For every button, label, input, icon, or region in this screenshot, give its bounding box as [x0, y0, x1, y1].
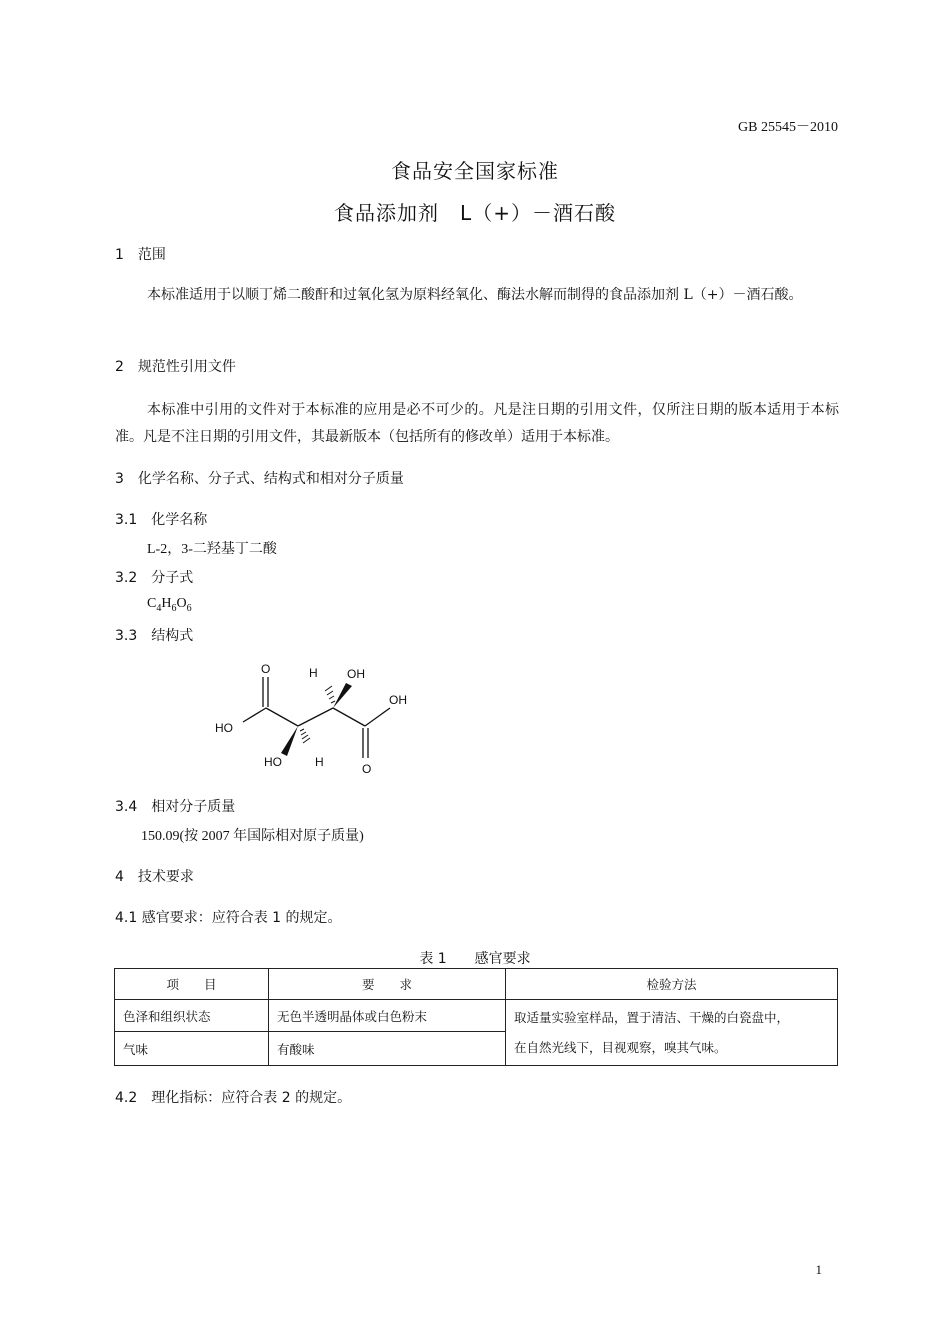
molecular-mass: 150.09(按 2007 年国际相对原子质量) [141, 829, 364, 844]
section-3-heading: 3 化学名称、分子式、结构式和相对分子质量 [115, 471, 404, 487]
standard-number: GB 25545－2010 [738, 120, 838, 135]
section-3-2-heading: 3.2 分子式 [115, 570, 194, 586]
document-subtitle: 食品添加剂 L（+）－酒石酸 [334, 201, 616, 225]
section-2-heading: 2 规范性引用文件 [115, 359, 236, 375]
section-3-4-heading: 3.4 相对分子质量 [115, 799, 236, 815]
table-cell-item: 色泽和组织状态 [115, 1000, 269, 1032]
structure-label-o-top: O [261, 662, 271, 676]
document-title: 食品安全国家标准 [391, 159, 559, 183]
structure-label-ho-bottom: HO [264, 755, 282, 769]
table-header-method: 检验方法 [506, 969, 838, 1000]
table-header-item: 项 目 [115, 969, 269, 1000]
method-line-1: 取适量实验室样品，置于清洁、干燥的白瓷盘中， [514, 1010, 790, 1025]
table-header-requirement: 要 求 [269, 969, 506, 1000]
molecular-formula: $C_4H_6O_6$ [147, 596, 192, 614]
table-cell-method [506, 1000, 838, 1066]
table-cell-requirement: 无色半透明晶体或白色粉末 [269, 1000, 506, 1032]
structure-label-h-bottom: H [315, 755, 324, 769]
table-row [115, 1000, 838, 1032]
sensory-requirements-table [114, 968, 838, 1066]
section-3-3-heading: 3.3 结构式 [115, 628, 194, 644]
table-cell-item: 气味 [115, 1032, 269, 1066]
section-1-text: 本标准适用于以顺丁烯二酸酐和过氧化氢为原料经氧化、酶法水解而制得的食品添加剂 L（+）－酒石酸。 [147, 287, 803, 303]
table-cell-requirement: 有酸味 [269, 1032, 506, 1066]
section-4-1-heading: 4.1 感官要求：应符合表 1 的规定。 [115, 910, 342, 926]
section-4-heading: 4 技术要求 [115, 869, 194, 885]
section-1-heading: 1 范围 [115, 247, 166, 263]
structure-label-o-bottom: O [362, 762, 372, 776]
section-4-2-heading: 4.2 理化指标：应符合表 2 的规定。 [115, 1090, 352, 1106]
structure-label-h-top: H [309, 666, 318, 680]
structure-label-ho-left: HO [215, 721, 233, 735]
chemical-name: L-2，3-二羟基丁二酸 [147, 542, 277, 557]
structure-label-oh-right: OH [389, 693, 407, 707]
structural-formula [205, 655, 425, 780]
page-number: 1 [815, 1262, 822, 1277]
section-3-1-heading: 3.1 化学名称 [115, 512, 208, 528]
method-line-2: 在自然光线下，目视观察，嗅其气味。 [514, 1040, 727, 1055]
structure-label-oh-top: OH [347, 667, 365, 681]
table-header-row [115, 969, 838, 1000]
section-2-text: 本标准中引用的文件对于本标准的应用是必不可少的。凡是注日期的引用文件，仅所注日期的版本适用于本标准。凡是不注日期的引用文件，其最新版本（包括所有的修改单）适用于本标准。 [115, 402, 839, 445]
table-1-caption: 表 1 感官要求 [419, 951, 531, 967]
